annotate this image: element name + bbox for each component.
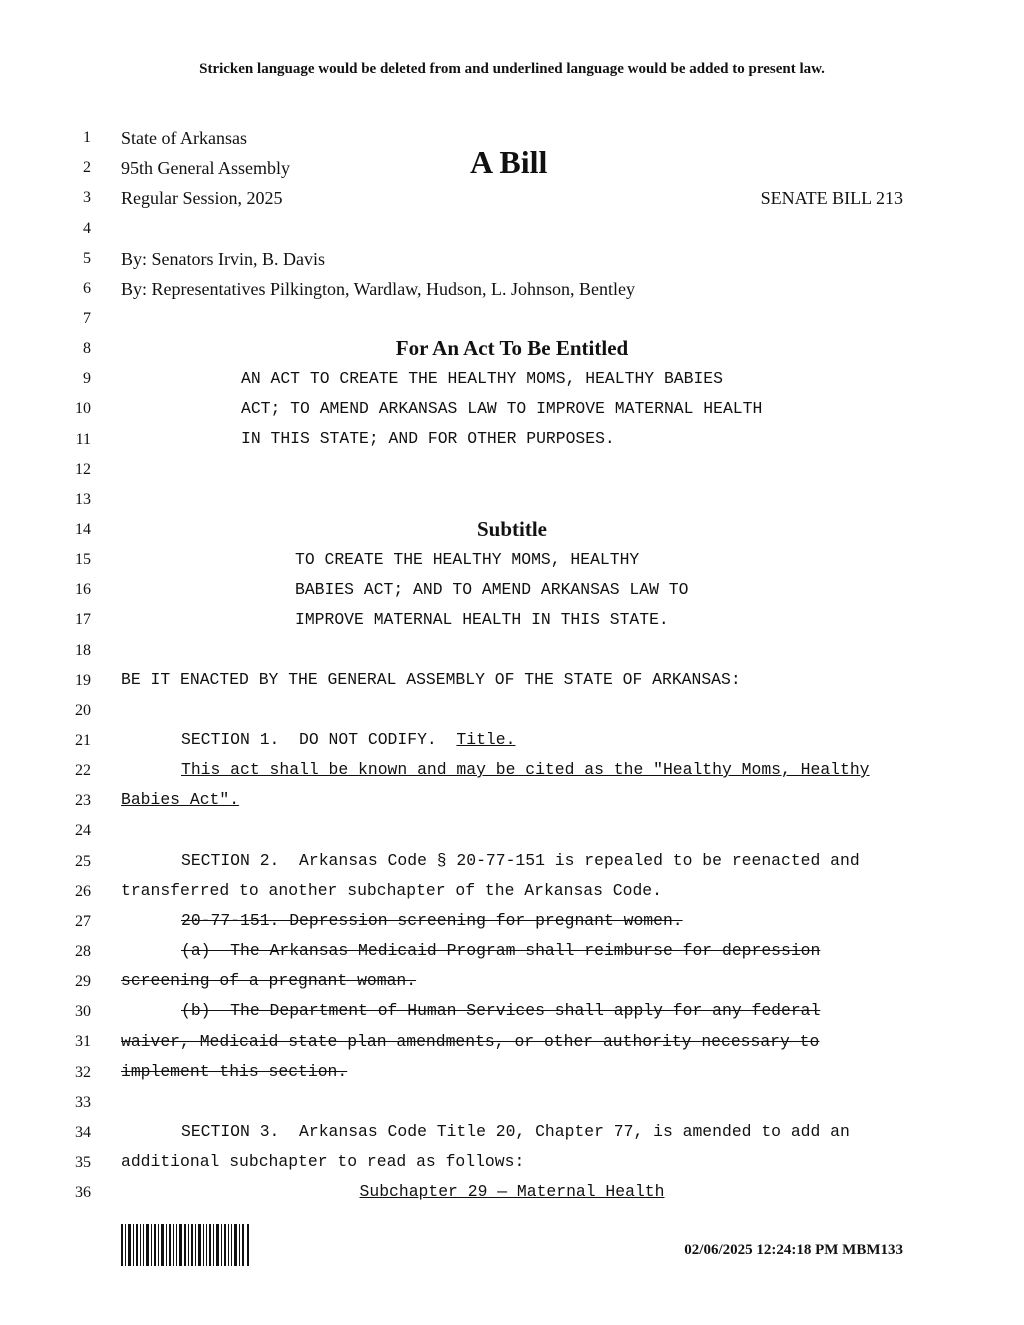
line-number: 6 xyxy=(83,280,91,297)
line-number: 8 xyxy=(83,340,91,357)
line-number: 24 xyxy=(75,822,91,839)
senator-sponsors: By: Senators Irvin, B. Davis xyxy=(121,249,325,269)
stricken-text: waiver, Medicaid state plan amendments, or other authority necessary to xyxy=(121,1032,820,1051)
act-title-line: IN THIS STATE; AND FOR OTHER PURPOSES. xyxy=(241,429,615,448)
bill-number: SENATE BILL 213 xyxy=(760,188,903,208)
bill-title: A Bill xyxy=(470,144,548,180)
subchapter-heading: Subchapter 29 — Maternal Health xyxy=(359,1182,665,1201)
stricken-text: 20-77-151. Depression screening for pregnant women. xyxy=(181,911,683,930)
line-number: 5 xyxy=(83,250,91,267)
subtitle-line: IMPROVE MATERNAL HEALTH IN THIS STATE. xyxy=(295,610,669,629)
section-2-text: transferred to another subchapter of the Arkansas Code. xyxy=(121,881,662,900)
representative-sponsors: By: Representatives Pilkington, Wardlaw, Hudson, L. Johnson, Bentley xyxy=(121,279,636,299)
act-title-heading: For An Act To Be Entitled xyxy=(395,336,629,360)
section-1-heading xyxy=(181,725,515,755)
subtitle-line: TO CREATE THE HEALTHY MOMS, HEALTHY xyxy=(295,550,640,569)
line-number: 12 xyxy=(75,461,91,478)
line-number: 3 xyxy=(83,189,91,206)
line-number: 1 xyxy=(83,129,91,146)
section-3-text: SECTION 3. Arkansas Code Title 20, Chapter 77, is amended to add an xyxy=(181,1122,850,1141)
line-number: 22 xyxy=(75,762,91,779)
section-1-prefix: SECTION 1. DO NOT CODIFY. xyxy=(181,730,457,749)
line-number: 36 xyxy=(75,1184,91,1201)
line-number: 16 xyxy=(75,581,91,598)
line-number: 30 xyxy=(75,1003,91,1020)
line-number: 7 xyxy=(83,310,91,327)
line-number: 18 xyxy=(75,642,91,659)
line-number: 33 xyxy=(75,1094,91,1111)
line-number: 23 xyxy=(75,792,91,809)
line-number: 32 xyxy=(75,1064,91,1081)
line-number: 15 xyxy=(75,551,91,568)
act-title-line: ACT; TO AMEND ARKANSAS LAW TO IMPROVE MATERNAL HEALTH xyxy=(241,399,763,418)
line-number: 19 xyxy=(75,672,91,689)
line-number: 25 xyxy=(75,853,91,870)
enacting-clause: BE IT ENACTED BY THE GENERAL ASSEMBLY OF THE STATE OF ARKANSAS: xyxy=(121,670,741,689)
line-number: 35 xyxy=(75,1154,91,1171)
line-number: 29 xyxy=(75,973,91,990)
stricken-language-notice: Stricken language would be deleted from and underlined language would be added to present law. xyxy=(199,61,825,77)
section-1-text: Babies Act". xyxy=(121,790,240,809)
stricken-text: implement this section. xyxy=(121,1062,348,1081)
line-number: 21 xyxy=(75,732,91,749)
line-number: 9 xyxy=(83,370,91,387)
state-name: State of Arkansas xyxy=(121,128,247,148)
document-timestamp: 02/06/2025 12:24:18 PM MBM133 xyxy=(684,1242,903,1258)
line-number: 4 xyxy=(83,220,91,237)
subtitle-line: BABIES ACT; AND TO AMEND ARKANSAS LAW TO xyxy=(295,580,689,599)
line-number: 11 xyxy=(75,431,91,448)
line-number: 10 xyxy=(75,400,91,417)
line-number: 34 xyxy=(75,1124,91,1141)
line-number: 2 xyxy=(83,159,91,176)
barcode-icon xyxy=(121,1224,249,1266)
line-number: 13 xyxy=(75,491,91,508)
act-title-line: AN ACT TO CREATE THE HEALTHY MOMS, HEALTHY BABIES xyxy=(241,369,723,388)
line-number: 31 xyxy=(75,1033,91,1050)
section-2-text: SECTION 2. Arkansas Code § 20-77-151 is repealed to be reenacted and xyxy=(181,851,860,870)
stricken-text: screening of a pregnant woman. xyxy=(121,971,417,990)
stricken-text: (a) The Arkansas Medicaid Program shall reimburse for depression xyxy=(181,941,821,960)
line-number: 27 xyxy=(75,913,91,930)
section-3-text: additional subchapter to read as follows: xyxy=(121,1152,525,1171)
line-number: 17 xyxy=(75,611,91,628)
session: Regular Session, 2025 xyxy=(121,188,283,208)
subtitle-heading: Subtitle xyxy=(476,517,547,541)
general-assembly: 95th General Assembly xyxy=(121,158,290,178)
stricken-text: (b) The Department of Human Services shall apply for any federal xyxy=(181,1001,821,1020)
line-number: 14 xyxy=(75,521,91,538)
section-1-title: Title. xyxy=(456,730,516,749)
line-number: 28 xyxy=(75,943,91,960)
section-1-text: This act shall be known and may be cited as the "Healthy Moms, Healthy xyxy=(181,760,870,779)
line-number: 20 xyxy=(75,702,91,719)
line-number: 26 xyxy=(75,883,91,900)
